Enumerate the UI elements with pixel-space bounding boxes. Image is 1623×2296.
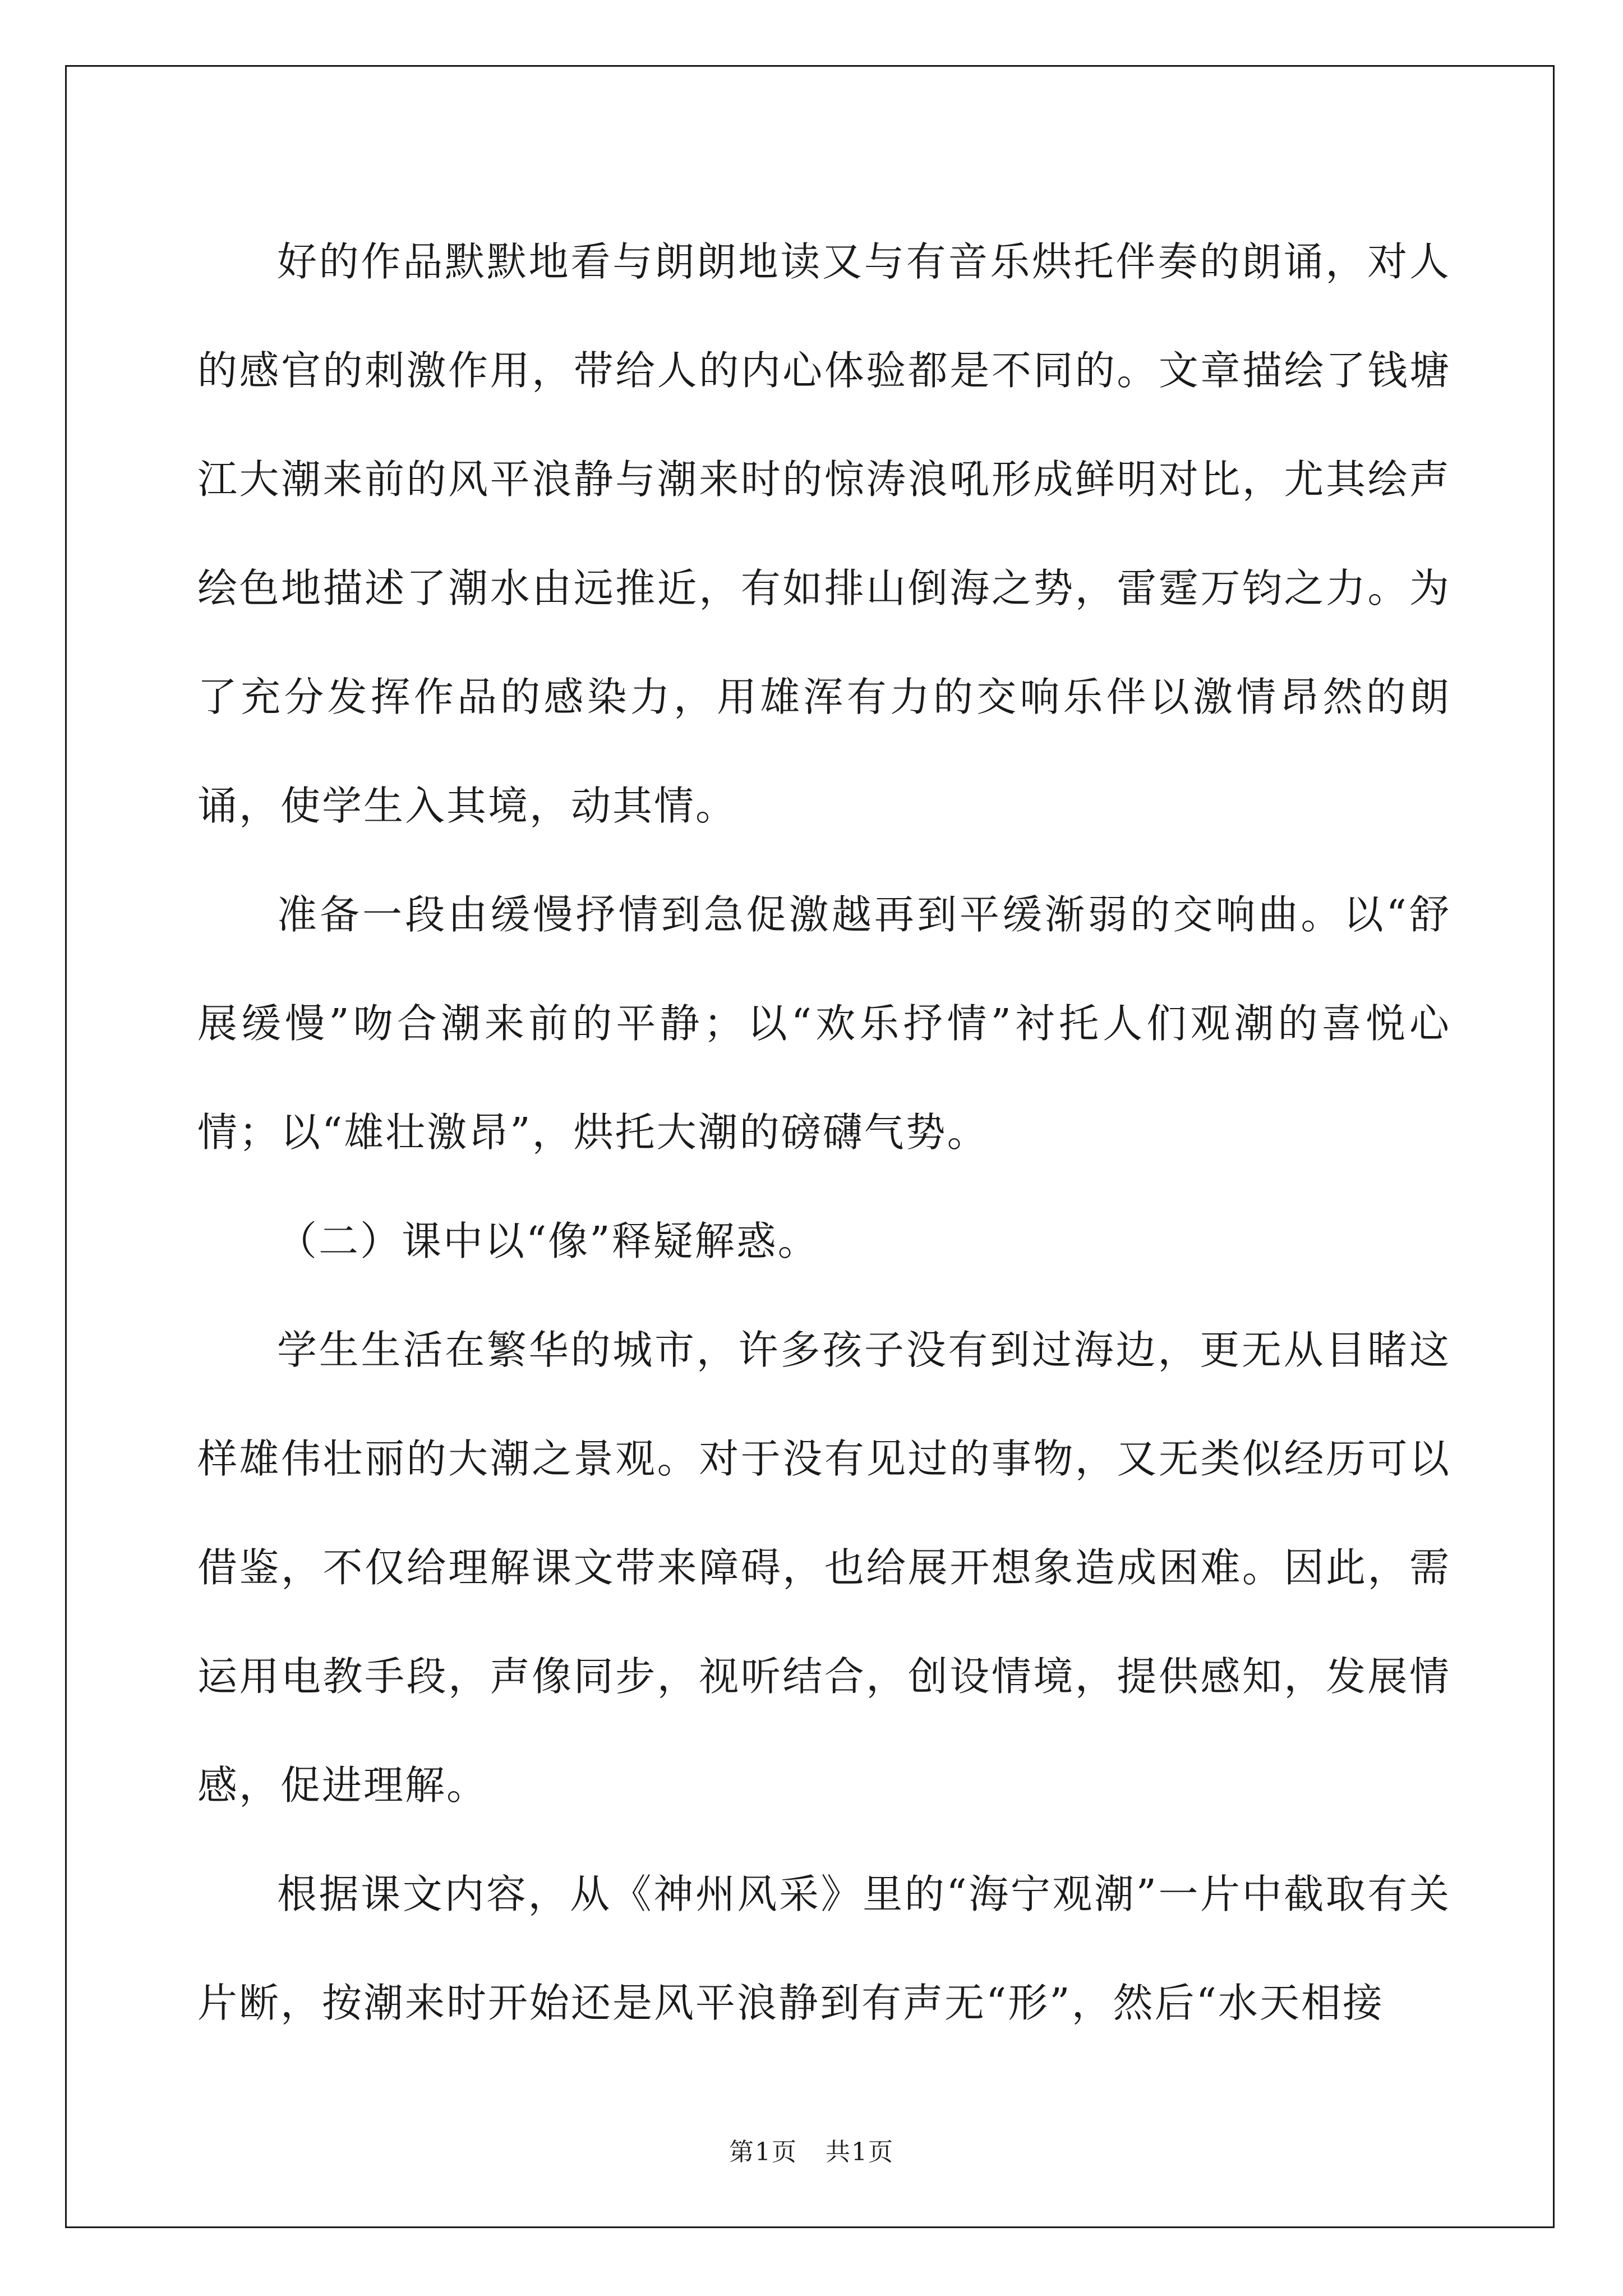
page-number: 第1页 xyxy=(729,2138,797,2166)
page-footer xyxy=(0,2132,1623,2168)
paragraph: 学生生活在繁华的城市，许多孩子没有到过海边，更无从目睹这样雄伟壮丽的大潮之景观。对于没有见过的事物，又无类似经历可以借鉴，不仅给理解课文带来障碍，也给展开想象造成困难。因此，需运用电教手段，声像同步，视听结合，创设情境，提供感知，发展情感，促进理解。 xyxy=(197,1327,1451,1809)
paragraph: 准备一段由缓慢抒情到急促激越再到平缓渐弱的交响曲。以“舒展缓慢”吻合潮来前的平静；以“欢乐抒情”衬托人们观潮的喜悦心情；以“雄壮激昂”，烘托大潮的磅礴气势。 xyxy=(197,891,1451,1156)
section-heading: （二）课中以“像”释疑解惑。 xyxy=(277,1218,819,1264)
document-body xyxy=(197,208,1451,2058)
page-total: 共1页 xyxy=(826,2138,894,2166)
paragraph: 好的作品默默地看与朗朗地读又与有音乐烘托伴奏的朗诵，对人的感官的刺激作用，带给人的内心体验都是不同的。文章描绘了钱塘江大潮来前的风平浪静与潮来时的惊涛浪吼形成鲜明对比，尤其绘声绘色地描述了潮水由远推近，有如排山倒海之势，雷霆万钧之力。为了充分发挥作品的感染力，用雄浑有力的交响乐伴以激情昂然的朗诵，使学生入其境，动其情。 xyxy=(197,238,1451,829)
paragraph: 根据课文内容，从《神州风采》里的“海宁观潮”一片中截取有关片断，按潮来时开始还是风平浪静到有声无“形”，然后“水天相接 xyxy=(197,1871,1451,2026)
